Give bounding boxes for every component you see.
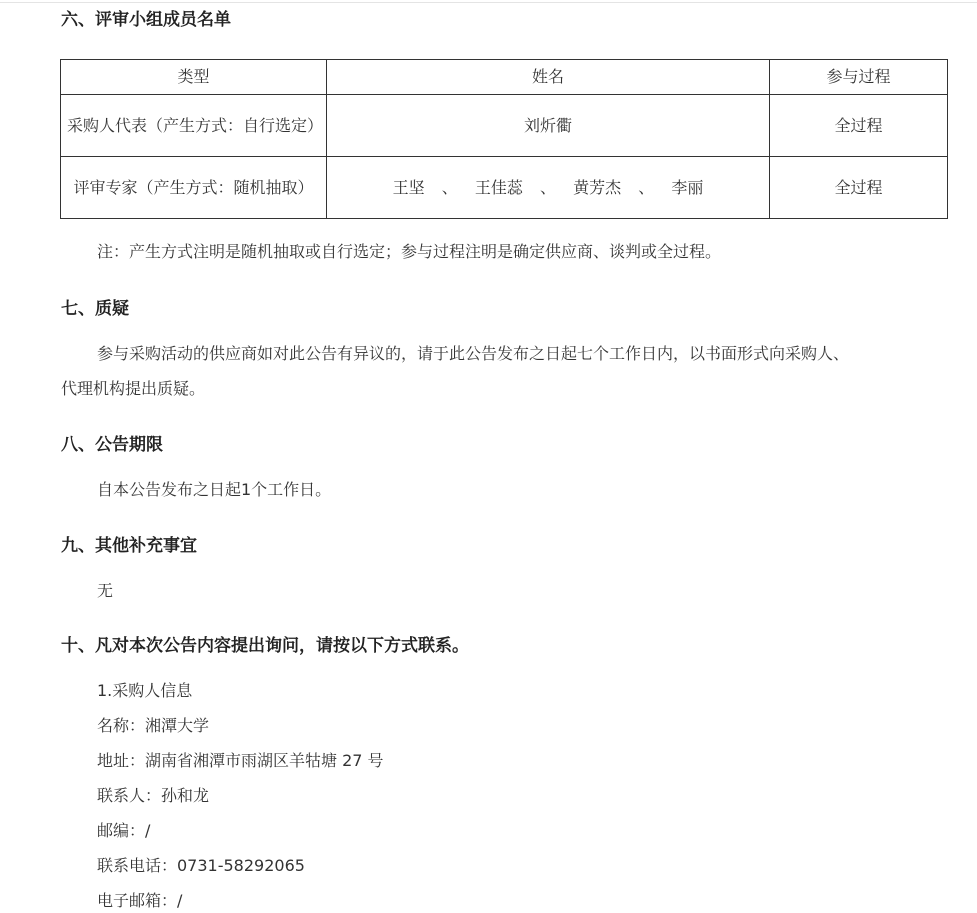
purchaser-contact-person: 联系人：孙和龙 <box>97 786 210 805</box>
cell-names <box>327 95 770 157</box>
name-separator: 、 <box>441 177 458 197</box>
name-separator: 、 <box>638 177 655 197</box>
table-row <box>61 157 948 219</box>
header-type: 类型 <box>61 60 327 95</box>
review-panel-table <box>60 59 948 219</box>
cell-process <box>770 157 948 219</box>
other-matters-text: 无 <box>97 581 114 600</box>
member-name: 黄芳杰 <box>573 177 622 197</box>
type-text: 评审专家（产生方式：随机抽取） <box>73 177 314 197</box>
table-header-row <box>61 60 948 95</box>
table-note: 注：产生方式注明是随机抽取或自行选定；参与过程注明是确定供应商、谈判或全过程。 <box>97 242 722 261</box>
type-text: 采购人代表（产生方式：自行选定） <box>67 115 324 135</box>
process-text: 全过程 <box>834 177 883 197</box>
cell-names <box>327 157 770 219</box>
member-name: 李丽 <box>671 177 704 197</box>
purchaser-address: 地址：湖南省湘潭市雨湖区羊牯塘 27 号 <box>97 751 384 770</box>
section-9-title: 九、其他补充事宜 <box>61 536 197 556</box>
header-name: 姓名 <box>327 60 770 95</box>
purchaser-info-heading: 1.采购人信息 <box>97 681 193 700</box>
table-row <box>61 95 948 157</box>
section-7-title: 七、质疑 <box>61 299 129 319</box>
top-divider <box>0 2 977 3</box>
process-text: 全过程 <box>834 115 883 135</box>
purchaser-email: 电子邮箱：/ <box>97 891 183 910</box>
objection-text-line-1: 参与采购活动的供应商如对此公告有异议的，请于此公告发布之日起七个工作日内，以书面形式向采购人、 <box>97 344 850 363</box>
member-name: 王坚 <box>392 177 425 197</box>
purchaser-postcode: 邮编：/ <box>97 821 151 840</box>
member-name: 王佳蕊 <box>474 177 523 197</box>
section-10-title: 十、凡对本次公告内容提出询问，请按以下方式联系。 <box>61 636 469 656</box>
member-name: 刘炘衢 <box>523 115 572 135</box>
purchaser-phone: 联系电话：0731-58292065 <box>97 856 305 875</box>
objection-text-line-2: 代理机构提出质疑。 <box>61 379 206 398</box>
cell-type <box>61 157 327 219</box>
purchaser-name: 名称：湘潭大学 <box>97 716 210 735</box>
name-separator: 、 <box>539 177 556 197</box>
section-6-title: 六、评审小组成员名单 <box>61 10 231 30</box>
header-process: 参与过程 <box>770 60 948 95</box>
section-8-title: 八、公告期限 <box>61 435 163 455</box>
notice-period-text: 自本公告发布之日起1个工作日。 <box>97 480 332 499</box>
cell-process <box>770 95 948 157</box>
cell-type <box>61 95 327 157</box>
